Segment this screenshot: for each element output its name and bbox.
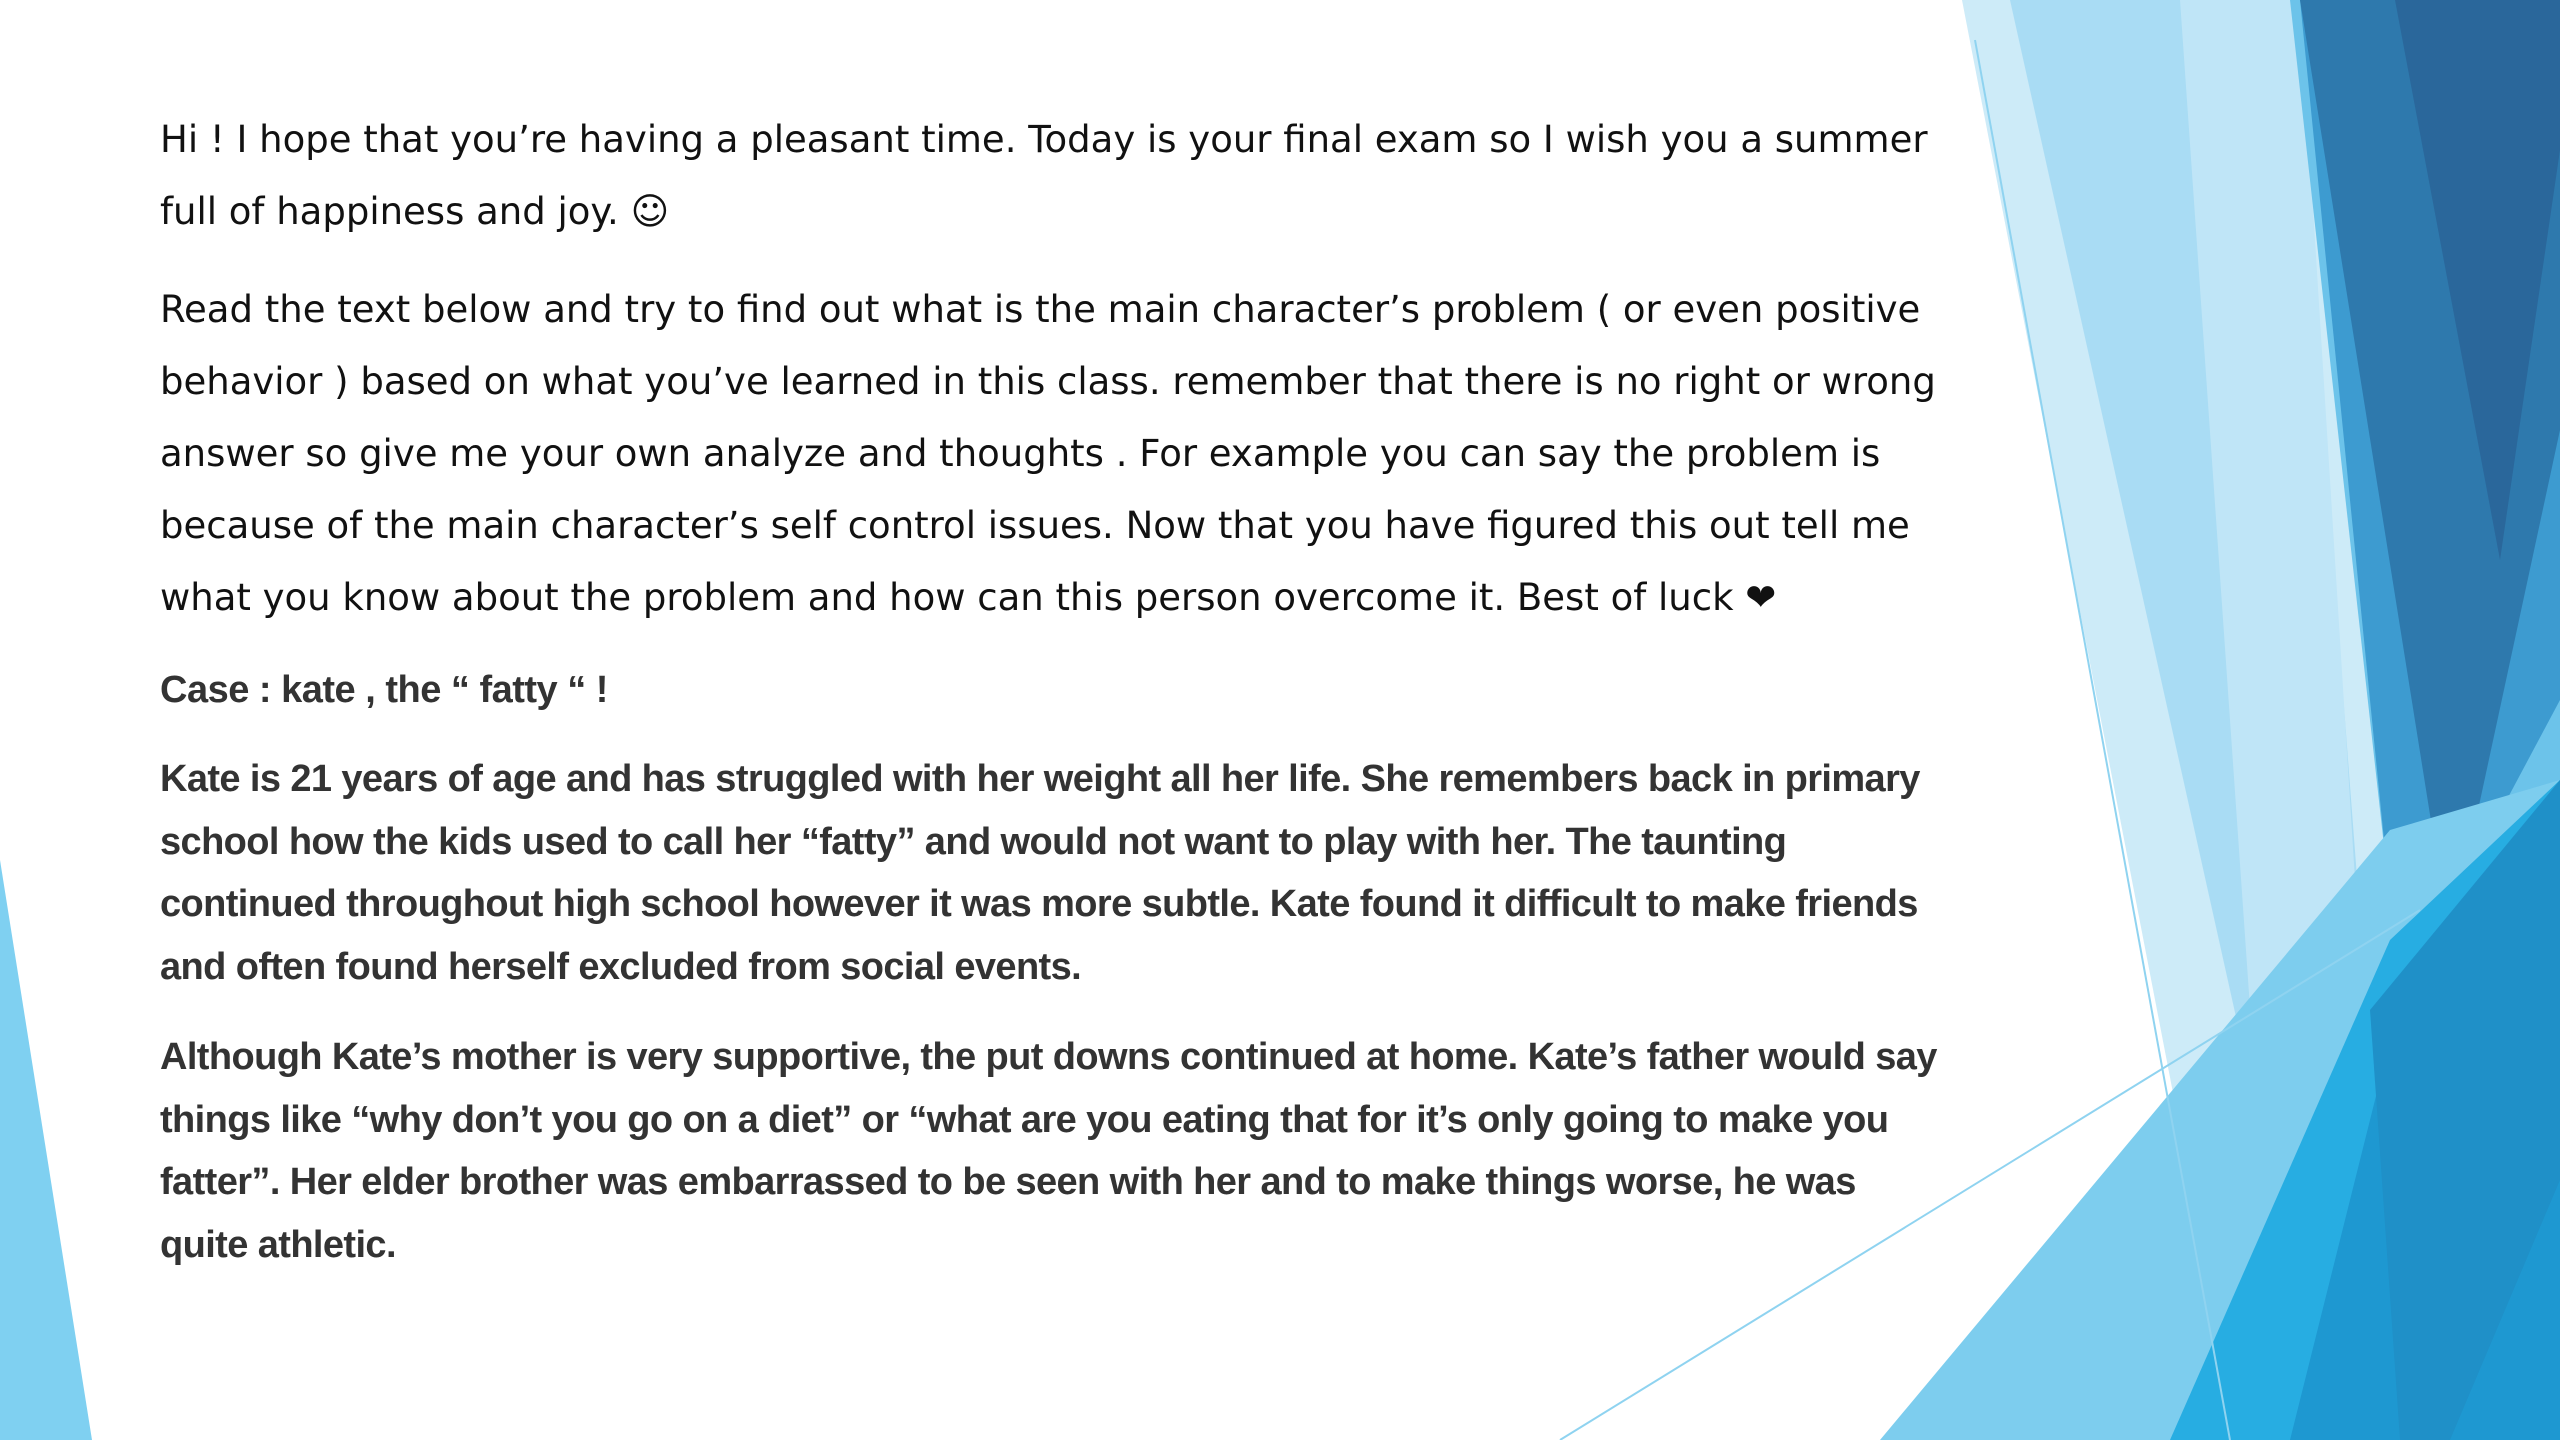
slide-content: [160, 104, 1950, 1304]
instructions-paragraph: [160, 274, 1950, 634]
intro-section: [160, 104, 1950, 634]
greeting-paragraph: [160, 104, 1950, 248]
greeting-text: Hi ! I hope that you’re having a pleasant time. Today is your final exam so I wish you a summer full of happiness and joy.: [160, 118, 1928, 233]
case-paragraph-2: Although Kate’s mother is very supportive, the put downs continued at home. Kate’s father would say things like “why don’t you go on a diet” or “what are you eating that for it’s only going to make you fatter”. Her elder brother was embarrassed to be seen with her and to make things worse, he was quite athletic.: [160, 1036, 1937, 1266]
case-section: [160, 660, 1950, 1276]
smiley-icon: ☺: [630, 190, 670, 233]
heart-icon: ❤: [1745, 576, 1777, 619]
instructions-text: Read the text below and try to find out what is the main character’s problem ( or even positive behavior ) based on what you’ve learned in this class. remember that there is no right or wrong answer so give me your own analyze and thoughts . For example you can say the problem is because of the main character’s self control issues. Now that you have figured this out tell me what you know about the problem and how can this person overcome it. Best of luck: [160, 288, 1936, 619]
case-paragraph-1: Kate is 21 years of age and has struggled with her weight all her life. She remembers back in primary school how the kids used to call her “fatty” and would not want to play with her. The taunting continued throughout high school however it was more subtle. Kate found it difficult to make friends and often found herself excluded from social events.: [160, 758, 1920, 988]
case-title: Case : kate , the “ fatty “ !: [160, 669, 608, 711]
left-accent-triangle: [0, 860, 92, 1440]
